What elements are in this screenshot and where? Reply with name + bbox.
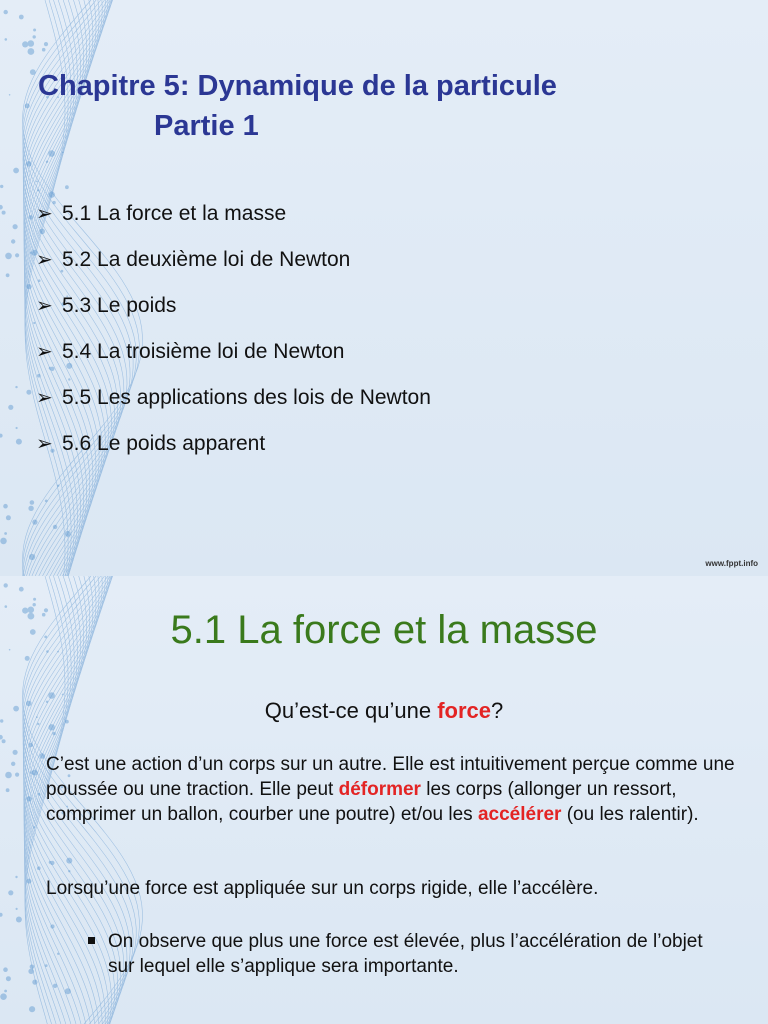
title-line-1: Chapitre 5: Dynamique de la particule <box>38 70 557 102</box>
list-item: ➢ 5.4 La troisième loi de Newton <box>36 336 431 382</box>
list-item: ➢ 5.6 Le poids apparent <box>36 428 431 474</box>
slide-title: 5.1 La force et la masse <box>170 608 598 652</box>
slide-title <box>38 66 557 146</box>
arrow-bullet-icon: ➢ <box>36 341 53 363</box>
arrow-bullet-icon: ➢ <box>36 387 53 409</box>
list-item: ➢ 5.5 Les applications des lois de Newton <box>36 382 431 428</box>
list-item: ➢ 5.1 La force et la masse <box>36 198 431 244</box>
arrow-bullet-icon: ➢ <box>36 249 53 271</box>
list-item: On observe que plus une force est élevée, plus l’accélération de l’objet sur lequel elle s’applique sera importante. <box>88 929 708 979</box>
statement-paragraph: Lorsqu’une force est appliquée sur un corps rigide, elle l’accélère. <box>46 878 599 899</box>
highlight-term: accélérer <box>477 804 562 825</box>
highlight-term: déformer <box>338 779 421 800</box>
observation-list <box>88 929 708 979</box>
footer-watermark: www.fppt.info <box>705 559 758 568</box>
definition-paragraph: C’est une action d’un corps sur un autre. Elle est intuitivement perçue comme une poussée ou une traction. Elle peut déformer les corps (allonger un ressort, comprimer un ballon, courber une poutre) et/ou les accélérer (ou les ralentir). <box>46 754 735 825</box>
arrow-bullet-icon: ➢ <box>36 295 53 317</box>
slide-2 <box>0 576 768 1024</box>
title-line-2: Partie 1 <box>154 110 259 142</box>
topic-list <box>36 198 431 474</box>
square-bullet-icon <box>88 937 95 944</box>
list-item: ➢ 5.3 Le poids <box>36 290 431 336</box>
highlight-term: force <box>437 698 491 723</box>
arrow-bullet-icon: ➢ <box>36 433 53 455</box>
question-heading: Qu’est-ce qu’une force? <box>264 698 504 723</box>
list-item: ➢ 5.2 La deuxième loi de Newton <box>36 244 431 290</box>
arrow-bullet-icon: ➢ <box>36 203 53 225</box>
